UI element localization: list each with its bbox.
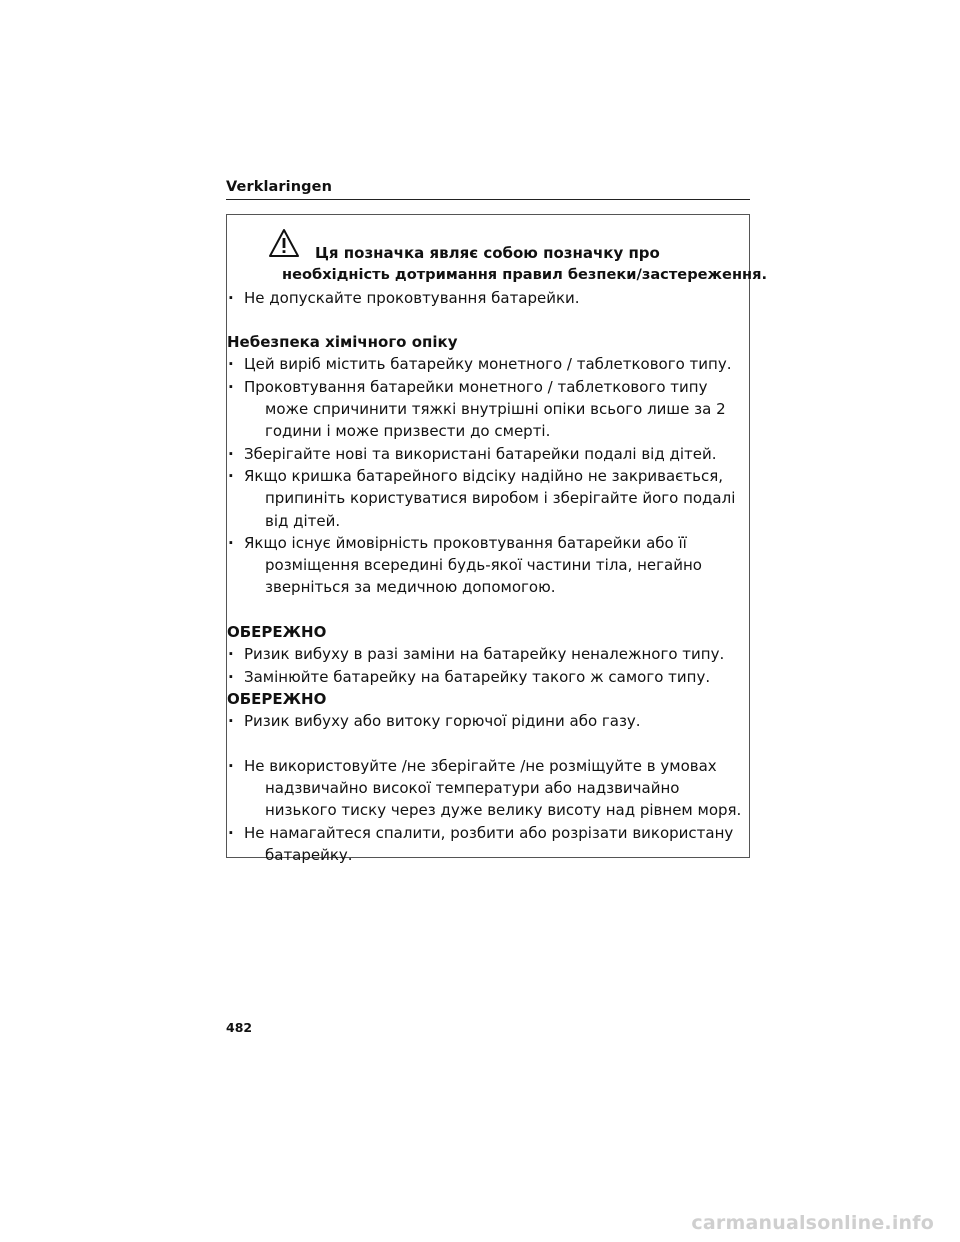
list-item-line: може спричинити тяжкі внутрішні опіки всього лише за 2 xyxy=(265,400,726,419)
list-item-line: Не намагайтеся спалити, розбити або розрізати використану xyxy=(244,823,734,842)
bullet: · xyxy=(228,533,234,552)
warning-heading xyxy=(260,242,768,287)
warning-content xyxy=(227,242,768,866)
chemical-burn-list xyxy=(228,353,742,598)
storage-list xyxy=(228,755,742,866)
list-item xyxy=(227,643,742,665)
list-item xyxy=(227,465,742,532)
list-item xyxy=(227,376,742,443)
list-item xyxy=(227,443,742,465)
list-item-line: надзвичайно високої температури або надзвичайно xyxy=(265,779,680,798)
list-item-line: зверніться за медичною допомогою. xyxy=(265,578,556,597)
intro-item xyxy=(227,287,742,309)
chemical-burn-title: Небезпека хімічного опіку xyxy=(227,333,458,352)
bullet: · xyxy=(228,288,234,307)
list-item-line: розміщення всередині будь-якої частини тіла, негайно xyxy=(265,556,702,575)
list-item xyxy=(227,822,742,867)
caution-list-1 xyxy=(228,643,742,688)
list-item xyxy=(227,666,742,688)
list-item-line: Якщо існує ймовірність проковтування батарейки або її xyxy=(244,533,687,552)
bullet: · xyxy=(228,823,234,842)
bullet: · xyxy=(228,756,234,775)
bullet: · xyxy=(228,444,234,463)
list-item-line: Замінюйте батарейку на батарейку такого ж самого типу. xyxy=(244,667,711,686)
intro-item-text: Не допускайте проковтування батарейки. xyxy=(244,288,580,307)
bullet: · xyxy=(228,466,234,485)
list-item xyxy=(227,710,742,732)
section-header xyxy=(226,178,750,200)
warning-heading-line2: необхідність дотримання правил безпеки/застереження. xyxy=(282,266,768,284)
bullet: · xyxy=(228,667,234,686)
list-item-line: низького тиску через дуже велику висоту над рівнем моря. xyxy=(265,801,742,820)
list-item-line: Не використовуйте /не зберігайте /не розміщуйте в умовах xyxy=(244,756,717,775)
section-title: Verklaringen xyxy=(226,179,332,195)
bullet: · xyxy=(228,355,234,374)
list-item xyxy=(227,755,742,822)
watermark: carmanualsonline.info xyxy=(691,1212,934,1234)
list-item-line: Цей виріб містить батарейку монетного / таблеткового типу. xyxy=(244,355,732,374)
bullet: · xyxy=(228,712,234,731)
list-item-line: від дітей. xyxy=(265,511,341,530)
bullet: · xyxy=(228,377,234,396)
list-item-line: Ризик вибуху або витоку горючої рідини або газу. xyxy=(244,712,641,731)
list-item-line: Зберігайте нові та використані батарейки подалі від дітей. xyxy=(244,444,717,463)
list-item-line: години і може призвести до смерті. xyxy=(265,422,551,441)
list-item-line: Ризик вибуху в разі заміни на батарейку неналежного типу. xyxy=(244,645,725,664)
list-item xyxy=(227,532,742,599)
warning-box xyxy=(226,214,768,865)
list-item-line: батарейку. xyxy=(265,846,353,865)
list-item-line: припиніть користуватися виробом і зберігайте його подалі xyxy=(265,489,736,508)
caution-title-1: ОБЕРЕЖНО xyxy=(227,623,327,642)
caution-list-2 xyxy=(228,710,742,732)
page-number: 482 xyxy=(226,1020,253,1035)
bullet: · xyxy=(228,645,234,664)
list-item-line: Проковтування батарейки монетного / таблеткового типу xyxy=(244,377,708,396)
list-item xyxy=(227,353,742,375)
warning-triangle-icon xyxy=(268,228,300,258)
list-item-line: Якщо кришка батарейного відсіку надійно не закривається, xyxy=(244,466,724,485)
warning-heading-line1: Ця позначка являє собою позначку про xyxy=(315,244,660,262)
caution-title-2: ОБЕРЕЖНО xyxy=(227,689,327,708)
